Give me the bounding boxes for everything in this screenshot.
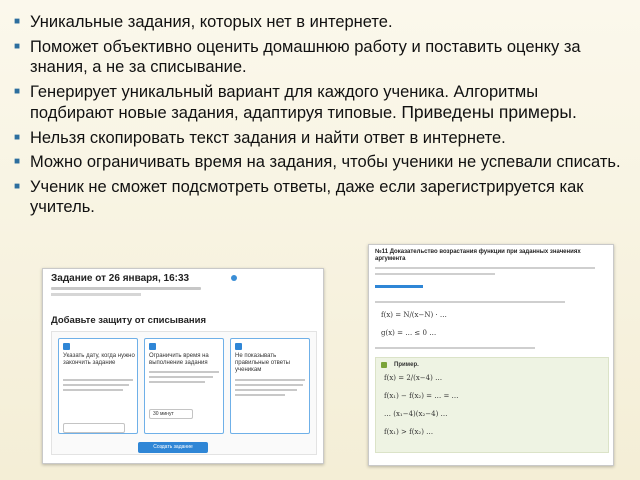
bullet-text: Можно ограничивать время на задания, чтобы ученики не успевали списать. [30, 153, 621, 171]
option-title: Указать дату, когда нужно закончить задание [63, 353, 135, 366]
bullet-emphasis: Приведены примеры. [401, 102, 577, 122]
create-assignment-button[interactable]: Создать задание [138, 442, 208, 453]
bullet-item [14, 82, 626, 124]
formula-icon: f(x₁) − f(x₂) = … = … [384, 392, 459, 400]
checkbox-icon[interactable] [149, 343, 156, 350]
bullet-item [14, 152, 626, 173]
formula-icon: f(x) = N/(x−N) · … [381, 311, 447, 319]
bullet-icon: ■ [14, 156, 21, 167]
bullet-text: Уникальные задания, которых нет в интернете. [30, 13, 393, 31]
task-statement-line [375, 347, 535, 349]
option-deadline[interactable] [58, 338, 138, 434]
bullet-text: Ученик не сможет подсмотреть ответы, даже если зарегистрируется как учитель. [30, 177, 584, 216]
option-desc-line [235, 389, 297, 391]
time-limit-select[interactable]: 30 минут [149, 409, 193, 419]
bullet-text: Поможет объективно оценить домашнюю работу и поставить оценку за знания, а не за списывание. [30, 37, 581, 76]
task-title: №11 Доказательство возрастания функции при заданных значениях аргумента [375, 249, 581, 262]
option-desc-line [63, 384, 129, 386]
bullet-item [14, 128, 626, 149]
example-box [375, 357, 609, 453]
task-tab-underline [375, 285, 423, 288]
example-label: Пример. [394, 362, 419, 368]
bullet-list [14, 12, 626, 222]
info-icon [231, 275, 237, 281]
assignment-title: Задание от 26 января, 16:33 [51, 273, 190, 284]
protection-heading: Добавьте защиту от списывания [51, 315, 207, 326]
protection-options-panel [51, 331, 317, 455]
checkbox-icon[interactable] [235, 343, 242, 350]
bullet-icon: ■ [14, 180, 21, 192]
option-desc-line [149, 371, 219, 373]
bullet-icon: ■ [14, 131, 21, 143]
formula-icon: g(x) = … ≤ 0 … [381, 329, 437, 337]
bullet-item [14, 37, 626, 78]
assignment-settings-screenshot [42, 268, 324, 464]
option-title: Ограничить время на выполнение задания [149, 353, 209, 366]
formula-icon: f(x) = 2/(x−4) … [384, 374, 443, 382]
assignment-subtitle-line [51, 293, 141, 296]
assignment-subtitle-line [51, 287, 201, 290]
task-meta-line [375, 267, 595, 269]
task-meta-line [375, 273, 495, 275]
bullet-text: Генерирует уникальный вариант для каждого ученика. Алгоритмы подбирают новые задания, адаптируя типовые. [30, 82, 539, 122]
option-desc-line [235, 384, 303, 386]
option-desc-line [63, 379, 133, 381]
formula-icon: f(x₁) > f(x₂) … [384, 428, 434, 436]
option-desc-line [149, 376, 213, 378]
task-statement-line [375, 301, 565, 303]
deadline-select[interactable] [63, 423, 125, 433]
formula-icon: … (x₁−4)(x₂−4) … [384, 410, 448, 418]
bullet-item [14, 177, 626, 218]
check-icon [381, 362, 387, 368]
option-desc-line [235, 394, 285, 396]
math-task-screenshot [368, 244, 614, 466]
option-desc-line [63, 389, 123, 391]
option-desc-line [149, 381, 205, 383]
checkbox-icon[interactable] [63, 343, 70, 350]
option-hide-answers[interactable] [230, 338, 310, 434]
bullet-text: Нельзя скопировать текст задания и найти ответ в интернете. [30, 128, 506, 147]
option-time-limit[interactable] [144, 338, 224, 434]
option-title: Не показывать правильные ответы ученикам [235, 353, 290, 373]
bullet-item [14, 12, 626, 33]
bullet-icon: ■ [14, 40, 21, 52]
bullet-icon: ■ [14, 16, 21, 27]
option-desc-line [235, 379, 305, 381]
bullet-icon: ■ [14, 85, 21, 97]
